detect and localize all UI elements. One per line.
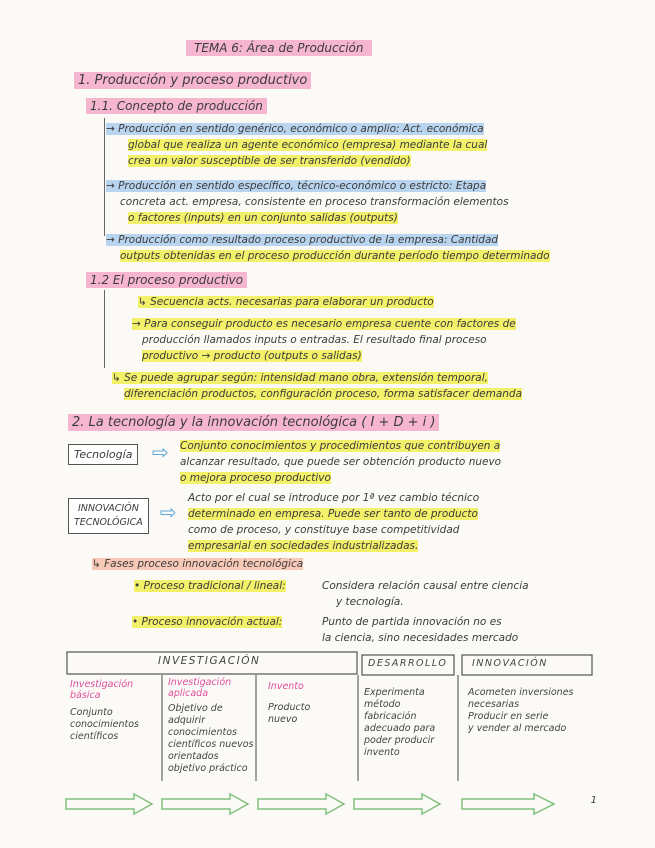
fases-heading: ↳ Fases proceso innovación tecnológica xyxy=(92,558,304,570)
process-3: ↳ Se puede agrupar según: intensidad mano obra, extensión temporal, diferenciación productos, configuración proceso, forma satisfacer demanda xyxy=(112,372,523,400)
header-innovacion: INNOVACIÓN xyxy=(472,658,548,669)
arrow-icon xyxy=(354,794,440,814)
header-investigacion: INVESTIGACIÓN xyxy=(158,655,261,667)
arrow-icon xyxy=(462,794,554,814)
tecnologia-definition: Conjunto conocimientos y procedimientos que contribuyen a alcanzar resultado, que puede ser obtención producto nuevo o mejora proceso productivo xyxy=(180,440,502,484)
section-1-heading: 1. Producción y proceso productivo xyxy=(74,72,311,89)
col-innovacion: Acometen inversiones necesarias Producir en serie y vender al mercado xyxy=(468,687,574,734)
header-desarrollo: DESARROLLO xyxy=(368,658,448,669)
arrow-icon xyxy=(162,794,248,814)
section-2-heading: 2. La tecnología y la innovación tecnológica ( I + D + i ) xyxy=(68,414,439,431)
bracket-line-2 xyxy=(104,290,105,368)
proceso-actual-label: • Proceso innovación actual: xyxy=(132,616,283,628)
innovacion-definition: Acto por el cual se introduce por 1ª vez cambio técnico determinado en empresa. Puede ser tanto de producto como de proceso, y constituye base competitividad empresarial en sociedades industrializadas. xyxy=(188,492,480,552)
col-investigacion-aplicada: Investigación aplicada Objetivo de adquirir conocimientos científicos nuevos orientados objetivo práctico xyxy=(168,677,254,774)
arrow-right-icon: ⇨ xyxy=(160,500,177,524)
section-1-1-heading: 1.1. Concepto de producción xyxy=(86,98,267,114)
concept-3: → Producción como resultado proceso productivo de la empresa: Cantidad outputs obtenidas en el proceso producción durante período tiempo determinado xyxy=(106,234,550,262)
col-desarrollo: Experimenta método fabricación adecuado para poder producir invento xyxy=(364,687,436,758)
arrow-icon xyxy=(258,794,344,814)
col-invento: Invento Producto nuevo xyxy=(268,681,311,725)
page-number: 1 xyxy=(590,795,597,806)
page-title: TEMA 6: Área de Producción xyxy=(186,40,372,56)
section-1-2-heading: 1.2 El proceso productivo xyxy=(86,272,247,288)
proceso-actual-text: Punto de partida innovación no es la ciencia, sino necesidades mercado xyxy=(322,616,519,644)
process-1: ↳ Secuencia acts. necesarias para elaborar un producto xyxy=(138,296,434,308)
tecnologia-box: Tecnología xyxy=(68,444,138,465)
process-2: → Para conseguir producto es necesario empresa cuente con factores de producción llamados inputs o entradas. El resultado final proceso productivo → producto (outputs o salidas) xyxy=(132,318,516,362)
arrow-icon xyxy=(66,794,152,814)
col-investigacion-basica: Investigación básica Conjunto conocimientos científicos xyxy=(70,679,139,742)
concept-2: → Producción en sentido específico, técnico-económico o estricto: Etapa concreta act. empresa, consistente en proceso transformación elementos o factores (inputs) en un conjunto salidas (outputs) xyxy=(106,180,509,224)
proceso-lineal-label: • Proceso tradicional / lineal: xyxy=(134,580,286,592)
arrow-right-icon: ⇨ xyxy=(152,440,169,464)
innovation-phases-table xyxy=(66,651,594,783)
bracket-line xyxy=(104,118,105,236)
innovacion-box: INNOVACIÓN TECNOLÓGICA xyxy=(68,498,149,534)
phase-arrows xyxy=(64,792,624,816)
proceso-lineal-text: Considera relación causal entre ciencia y tecnología. xyxy=(322,580,529,608)
concept-1: → Producción en sentido genérico, económico o amplio: Act. económica global que realiza un agente económico (empresa) mediante la cual crea un valor susceptible de ser transferido (vendido) xyxy=(106,123,488,167)
